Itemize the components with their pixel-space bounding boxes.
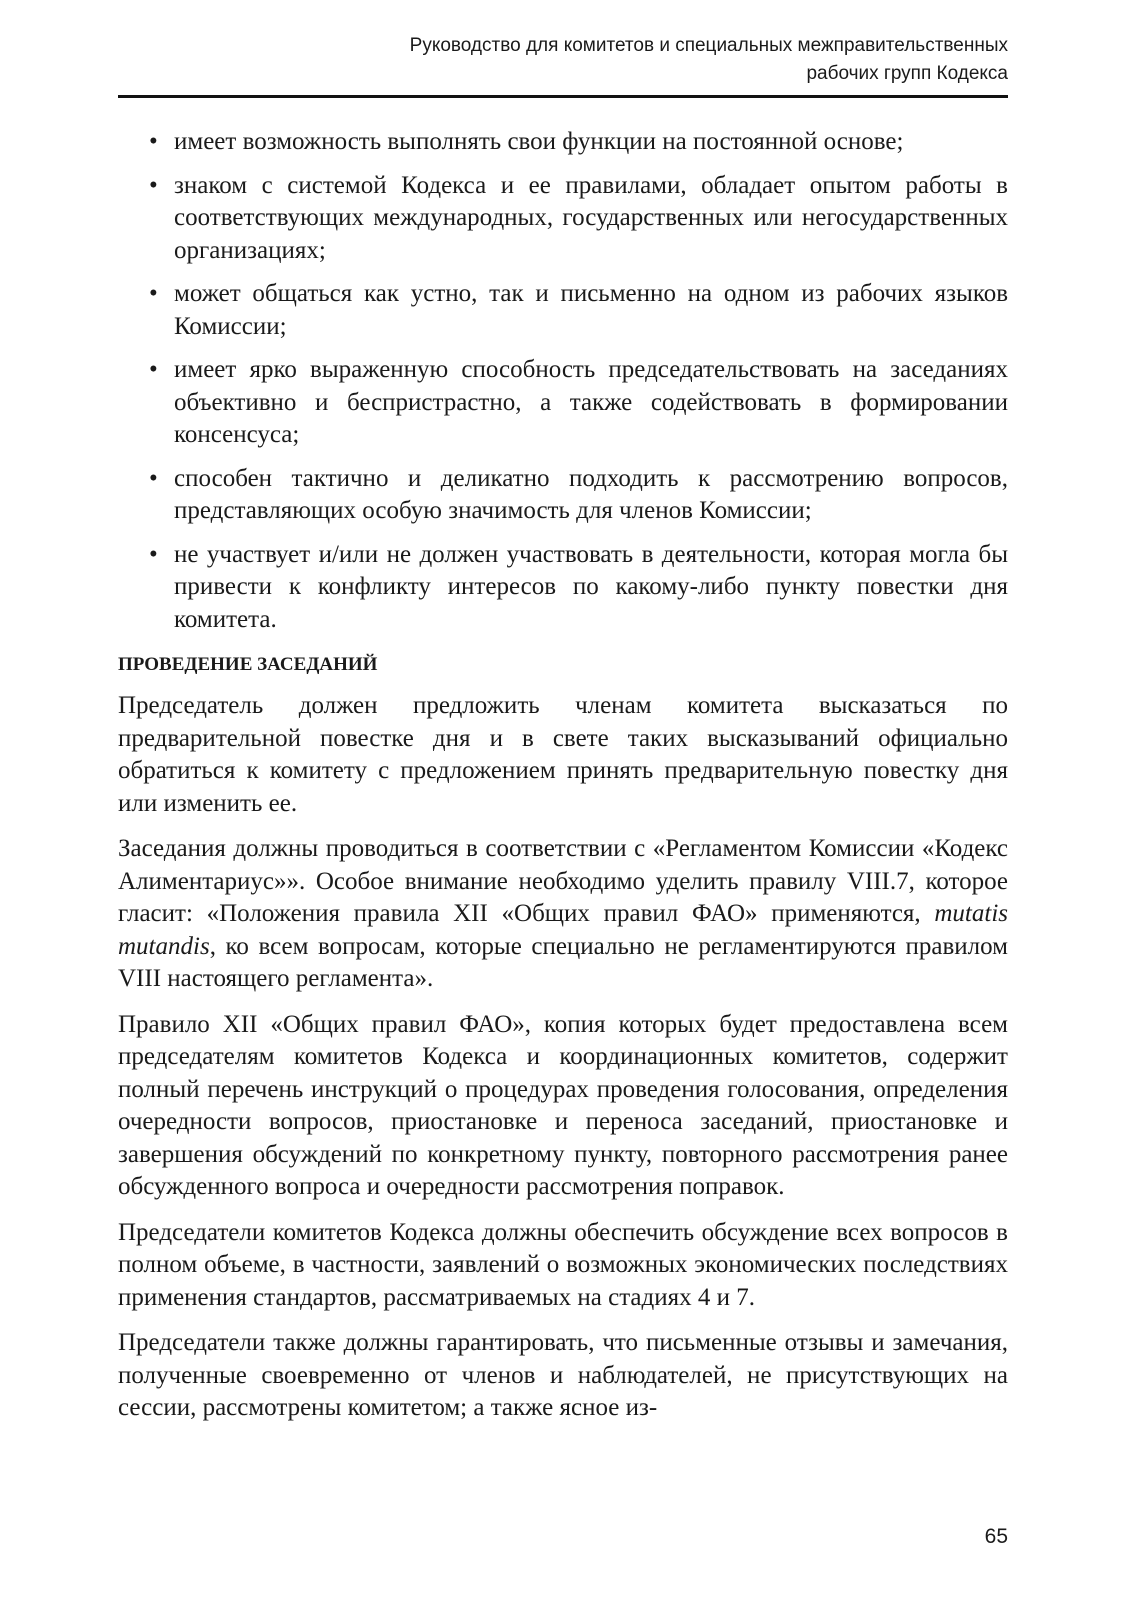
list-item-text: может общаться как устно, так и письменно на одном из рабочих языков Комиссии;: [174, 280, 1008, 340]
list-item-text: знаком с системой Кодекса и ее правилами, обладает опытом работы в соответствующих международных, государственных или негосударственных организациях;: [174, 171, 1008, 264]
bullet-icon: •: [149, 356, 158, 383]
paragraph-2-italic-term: mutatis mutandis: [118, 900, 1008, 960]
paragraph-4: Председатели комитетов Кодекса должны обеспечить обсуждение всех вопросов в полном объеме, в частности, заявлений о возможных экономических последствиях применения стандартов, рассматриваемых на стадиях 4 и 7.: [118, 1218, 1008, 1311]
paragraph-2: [118, 833, 1008, 996]
list-item-text: не участвует и/или не должен участвовать в деятельности, которая могла бы привести к конфликту интересов по какому-либо пункту повестки дня комитета.: [174, 540, 1008, 633]
paragraph-2-text-start: Заседания должны проводиться в соответствии с «Регламентом Комиссии «Кодекс Алиментариус»». Особое внимание необходимо уделить правилу VIII.7, которое гласит: «Положения правила XII «Общих правил ФАО» применяются,: [118, 835, 1008, 927]
list-item: [149, 278, 1008, 343]
bullet-icon: •: [149, 464, 158, 492]
header-rule: [118, 95, 1008, 98]
body-text: [118, 126, 1008, 1438]
running-header-line-1: Руководство для комитетов и специальных межправительственных: [409, 35, 1008, 56]
list-item: [149, 539, 1008, 637]
paragraph-2-text-end: , ко всем вопросам, которые специально не регламентируются правилом VIII настоящего регламента».: [118, 932, 1008, 992]
list-item-text: имеет ярко выраженную способность председательствовать на заседаниях объективно и беспристрастно, а также содействовать в формировании консенсуса;: [174, 356, 1008, 448]
bullet-icon: •: [149, 171, 158, 199]
list-item: [149, 463, 1008, 528]
list-item-text: способен тактично и деликатно подходить к рассмотрению вопросов, представляющих особую значимость для членов Комиссии;: [174, 464, 1008, 524]
requirements-list: [118, 126, 1008, 636]
paragraph-5: Председатели также должны гарантировать, что письменные отзывы и замечания, полученные своевременно от членов и наблюдателей, не присутствующих на сессии, рассмотрены комитетом; а также ясное из-: [118, 1329, 1008, 1421]
document-page: [118, 0, 1008, 1600]
running-header-line-2: рабочих групп Кодекса: [806, 63, 1008, 84]
list-item: [149, 354, 1008, 452]
running-header: [118, 32, 1008, 88]
list-item: [149, 126, 1008, 159]
bullet-icon: •: [149, 128, 158, 155]
bullet-icon: •: [149, 540, 158, 568]
paragraph-1: Председатель должен предложить членам комитета высказаться по предварительной повестке дня и в свете таких высказываний официально обратиться к комитету с предложением принять предварительную повестку дня или изменить ее.: [118, 692, 1008, 817]
bullet-icon: •: [149, 280, 158, 307]
paragraph-3: Правило XII «Общих правил ФАО», копия которых будет предоставлена всем председателям комитетов Кодекса и координационных комитетов, содержит полный перечень инструкций о процедурах проведения голосования, определения очередности вопросов, приостановке и переноса заседаний, приостановке и завершения обсуждений по конкретному пункту, повторного рассмотрения ранее обсужденного вопроса и очередности рассмотрения поправок.: [118, 1010, 1008, 1200]
list-item-text: имеет возможность выполнять свои функции на постоянной основе;: [174, 128, 904, 155]
page-number: 65: [984, 1525, 1008, 1548]
list-item: [149, 170, 1008, 268]
section-heading: ПРОВЕДЕНИЕ ЗАСЕДАНИЙ: [118, 654, 378, 675]
